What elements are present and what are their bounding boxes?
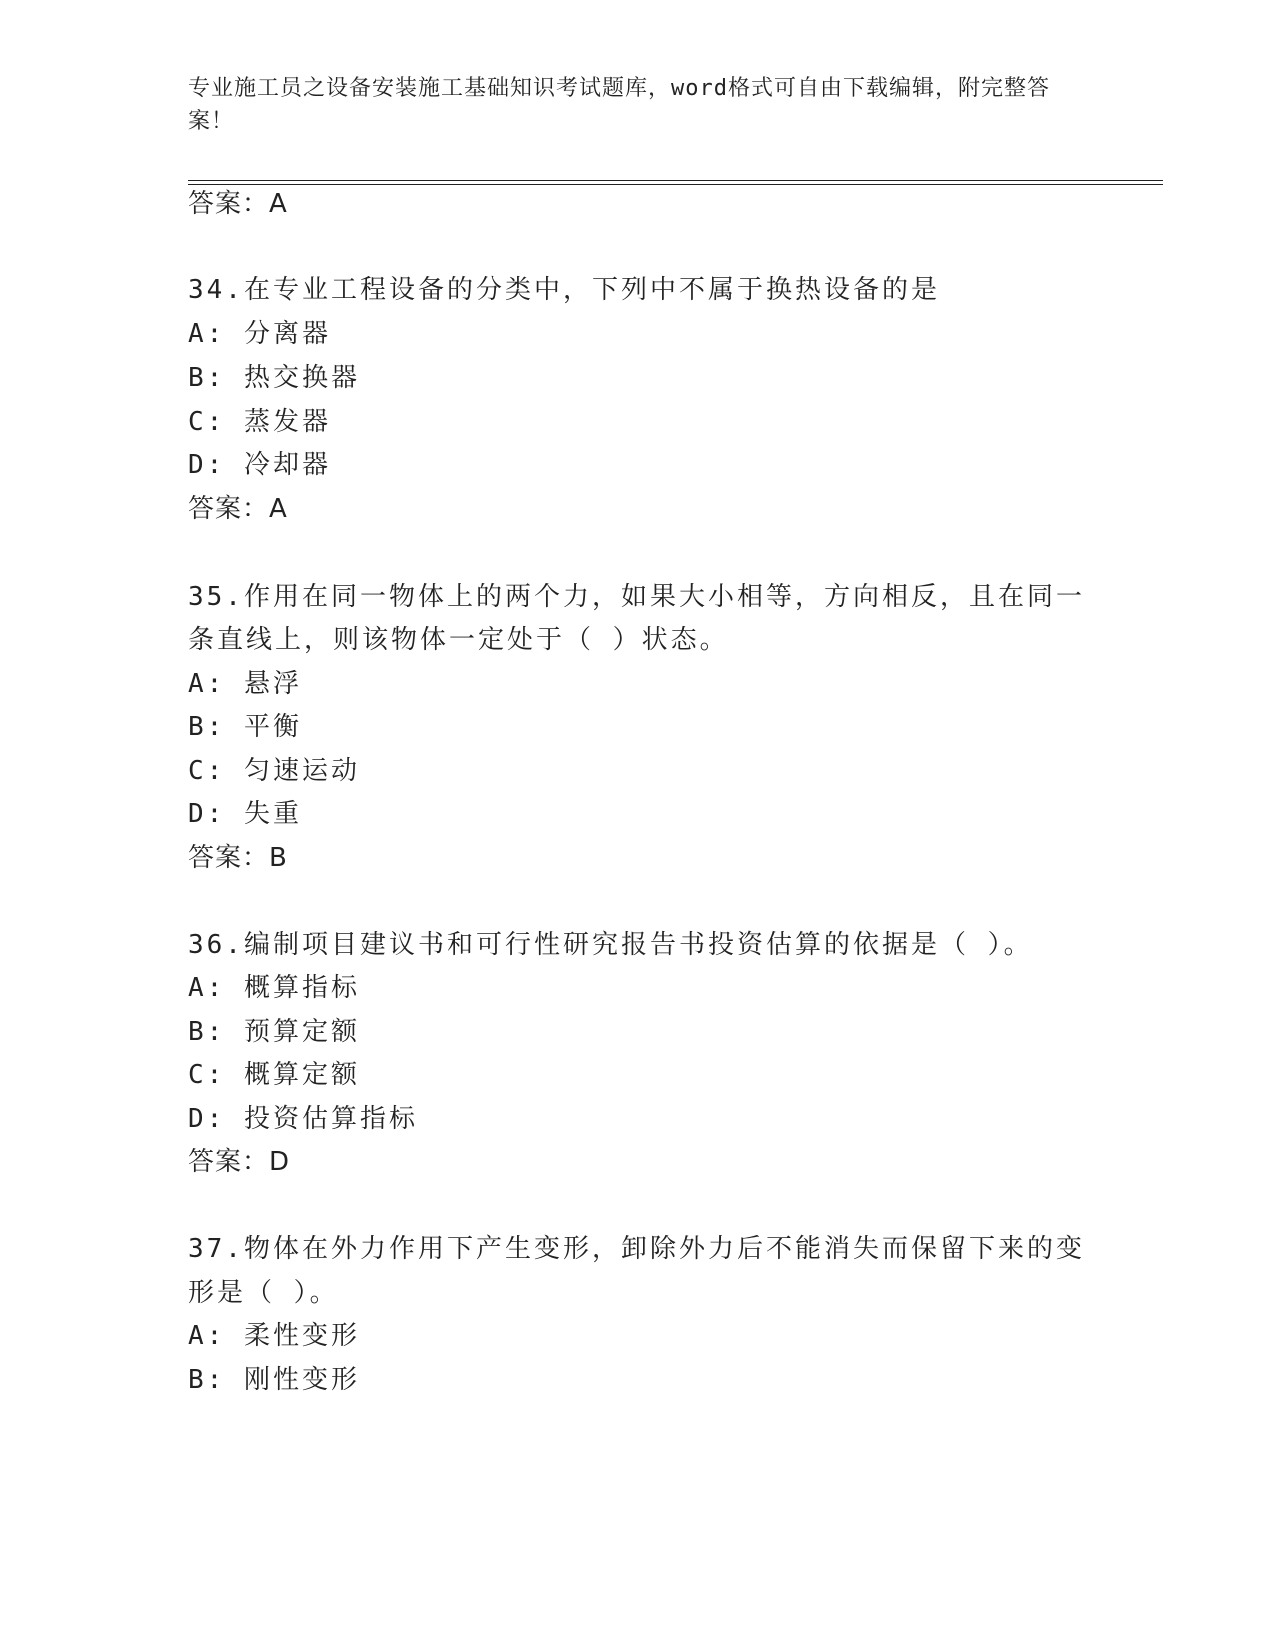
question-37-stem-line2: 形是（ ）。 xyxy=(188,1278,339,1308)
question-35-option-c: C: 匀速运动 xyxy=(188,756,360,786)
question-36-option-b: B: 预算定额 xyxy=(188,1017,360,1047)
question-34-option-d: D: 冷却器 xyxy=(188,450,331,480)
question-37-option-a: A: 柔性变形 xyxy=(188,1321,360,1351)
answer-36: 答案：D xyxy=(188,1147,291,1177)
answer-33: 答案：A xyxy=(188,189,288,219)
answer-34: 答案：A xyxy=(188,494,288,524)
question-35-stem-line1: 35.作用在同一物体上的两个力，如果大小相等，方向相反，且在同一 xyxy=(188,582,1085,612)
question-34-stem: 34.在专业工程设备的分类中，下列中不属于换热设备的是 xyxy=(188,275,940,305)
header-divider-bottom xyxy=(188,184,1163,185)
question-36-option-d: D: 投资估算指标 xyxy=(188,1104,418,1134)
question-35-option-a: A: 悬浮 xyxy=(188,669,302,699)
question-35-option-d: D: 失重 xyxy=(188,799,302,829)
question-34-option-a: A: 分离器 xyxy=(188,319,331,349)
question-36-option-c: C: 概算定额 xyxy=(188,1060,360,1090)
header-divider-top xyxy=(188,180,1163,181)
question-35-stem-line2: 条直线上，则该物体一定处于（ ）状态。 xyxy=(188,625,729,655)
question-37-option-b: B: 刚性变形 xyxy=(188,1365,360,1395)
question-37-stem-line1: 37.物体在外力作用下产生变形，卸除外力后不能消失而保留下来的变 xyxy=(188,1234,1085,1264)
question-35-option-b: B: 平衡 xyxy=(188,712,302,742)
question-36-stem: 36.编制项目建议书和可行性研究报告书投资估算的依据是（ ）。 xyxy=(188,930,1033,960)
question-34-option-b: B: 热交换器 xyxy=(188,363,360,393)
question-36-option-a: A: 概算指标 xyxy=(188,973,360,1003)
answer-35: 答案：B xyxy=(188,843,288,873)
document-header: 专业施工员之设备安装施工基础知识考试题库，word格式可自由下载编辑，附完整答案！ xyxy=(188,76,1050,134)
question-34-option-c: C: 蒸发器 xyxy=(188,407,331,437)
